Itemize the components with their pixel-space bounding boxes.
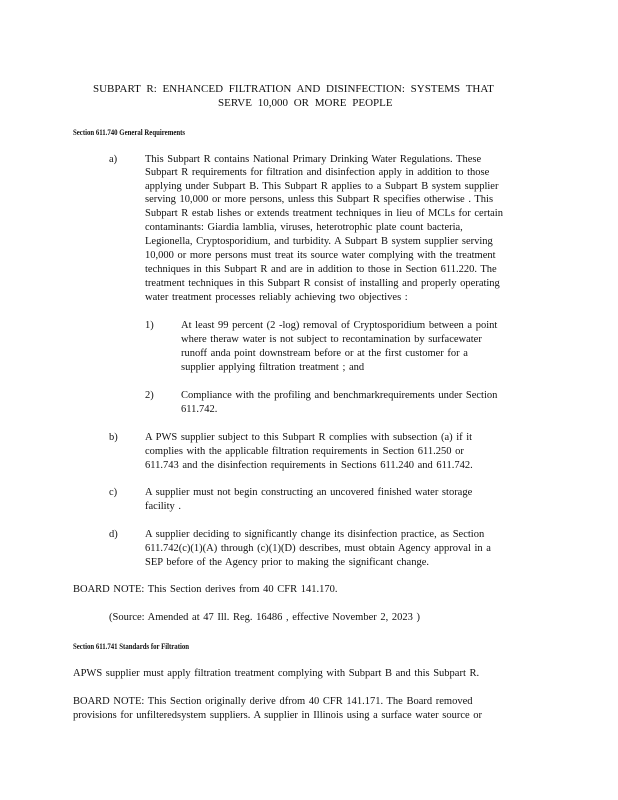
item-a-line: treatment techniques in this Subpart R consist of installing and properly operating bbox=[145, 278, 500, 289]
item-c-line: facility . bbox=[145, 501, 181, 512]
item-d-line: A supplier deciding to significantly change its disinfection practice, as Section bbox=[145, 529, 485, 540]
item-label-b: b) bbox=[109, 432, 118, 443]
board-note-611-741-line: BOARD NOTE: This Section originally derive dfrom 40 CFR 141.171. The Board removed bbox=[73, 696, 473, 707]
item-a-line: Subpart R requirements for filtration and disinfection apply in addition to those bbox=[145, 167, 490, 178]
item-a2-line: Compliance with the profiling and benchmarkrequirements under Section bbox=[181, 390, 498, 401]
item-b-line: A PWS supplier subject to this Subpart R complies with subsection (a) if it bbox=[145, 432, 473, 443]
item-label-a-1: 1) bbox=[145, 320, 154, 331]
item-b-line: 611.743 and the disinfection requirements in Sections 611.240 and 611.742. bbox=[145, 460, 473, 471]
section-heading-611-741: Section 611.741 Standards for Filtration bbox=[73, 642, 190, 651]
item-a-line: contaminants: Giardia lamblia, viruses, heterotrophic plate count bacteria, bbox=[145, 222, 463, 233]
item-a-line: applying under Subpart B. This Subpart R applies to a Subpart B system supplier bbox=[145, 181, 499, 192]
item-d-line: SEP before of the Agency prior to making the significant change. bbox=[145, 557, 429, 568]
board-note-611-740: BOARD NOTE: This Section derives from 40 CFR 141.170. bbox=[73, 584, 338, 595]
item-a-line: Subpart R estab lishes or extends treatment techniques in lieu of MCLs for certain bbox=[145, 208, 503, 219]
section-611-741-body: APWS supplier must apply filtration treatment complying with Subpart B and this Subpart R. bbox=[73, 668, 480, 679]
page-title-line-1: SUBPART R: ENHANCED FILTRATION AND DISINFECTION: SYSTEMS THAT bbox=[93, 83, 494, 95]
item-a1-line: supplier applying filtration treatment ; and bbox=[181, 362, 365, 373]
section-heading-611-740: Section 611.740 General Requirements bbox=[73, 128, 186, 137]
item-a2-line: 611.742. bbox=[181, 404, 218, 415]
item-b-line: complies with the applicable filtration requirements in Section 611.250 or bbox=[145, 446, 464, 457]
item-label-d: d) bbox=[109, 529, 118, 540]
item-a-line: water treatment processes reliably achieving two objectives : bbox=[145, 292, 408, 303]
item-a-line: techniques in this Subpart R and are in addition to those in Section 611.220. The bbox=[145, 264, 497, 275]
board-note-611-741-line: provisions for unfilteredsystem suppliers. A supplier in Illinois using a surface water source or bbox=[73, 710, 483, 721]
item-a-line: Legionella, Cryptosporidium, and turbidity. A Subpart B system supplier serving bbox=[145, 236, 493, 247]
item-label-c: c) bbox=[109, 487, 118, 498]
item-label-a-2: 2) bbox=[145, 390, 154, 401]
item-label-a: a) bbox=[109, 154, 118, 165]
item-a1-line: where theraw water is not subject to recontamination by surfacewater bbox=[181, 334, 482, 345]
item-a1-line: runoff anda point downstream before or at the first customer for a bbox=[181, 348, 468, 359]
source-note: (Source: Amended at 47 Ill. Reg. 16486 , effective November 2, 2023 ) bbox=[109, 612, 420, 623]
item-d-line: 611.742(c)(1)(A) through (c)(1)(D) describes, must obtain Agency approval in a bbox=[145, 543, 491, 554]
item-a-line: 10,000 or more persons must treat its source water complying with the treatment bbox=[145, 250, 496, 261]
page-title-line-2: SERVE 10,000 OR MORE PEOPLE bbox=[218, 97, 393, 109]
item-a1-line: At least 99 percent (2 -log) removal of Cryptosporidium between a point bbox=[181, 320, 498, 331]
item-a-line: serving 10,000 or more persons, unless this Subpart R specifies otherwise . This bbox=[145, 194, 494, 205]
item-c-line: A supplier must not begin constructing an uncovered finished water storage bbox=[145, 487, 473, 498]
item-a-line: This Subpart R contains National Primary Drinking Water Regulations. These bbox=[145, 154, 482, 165]
